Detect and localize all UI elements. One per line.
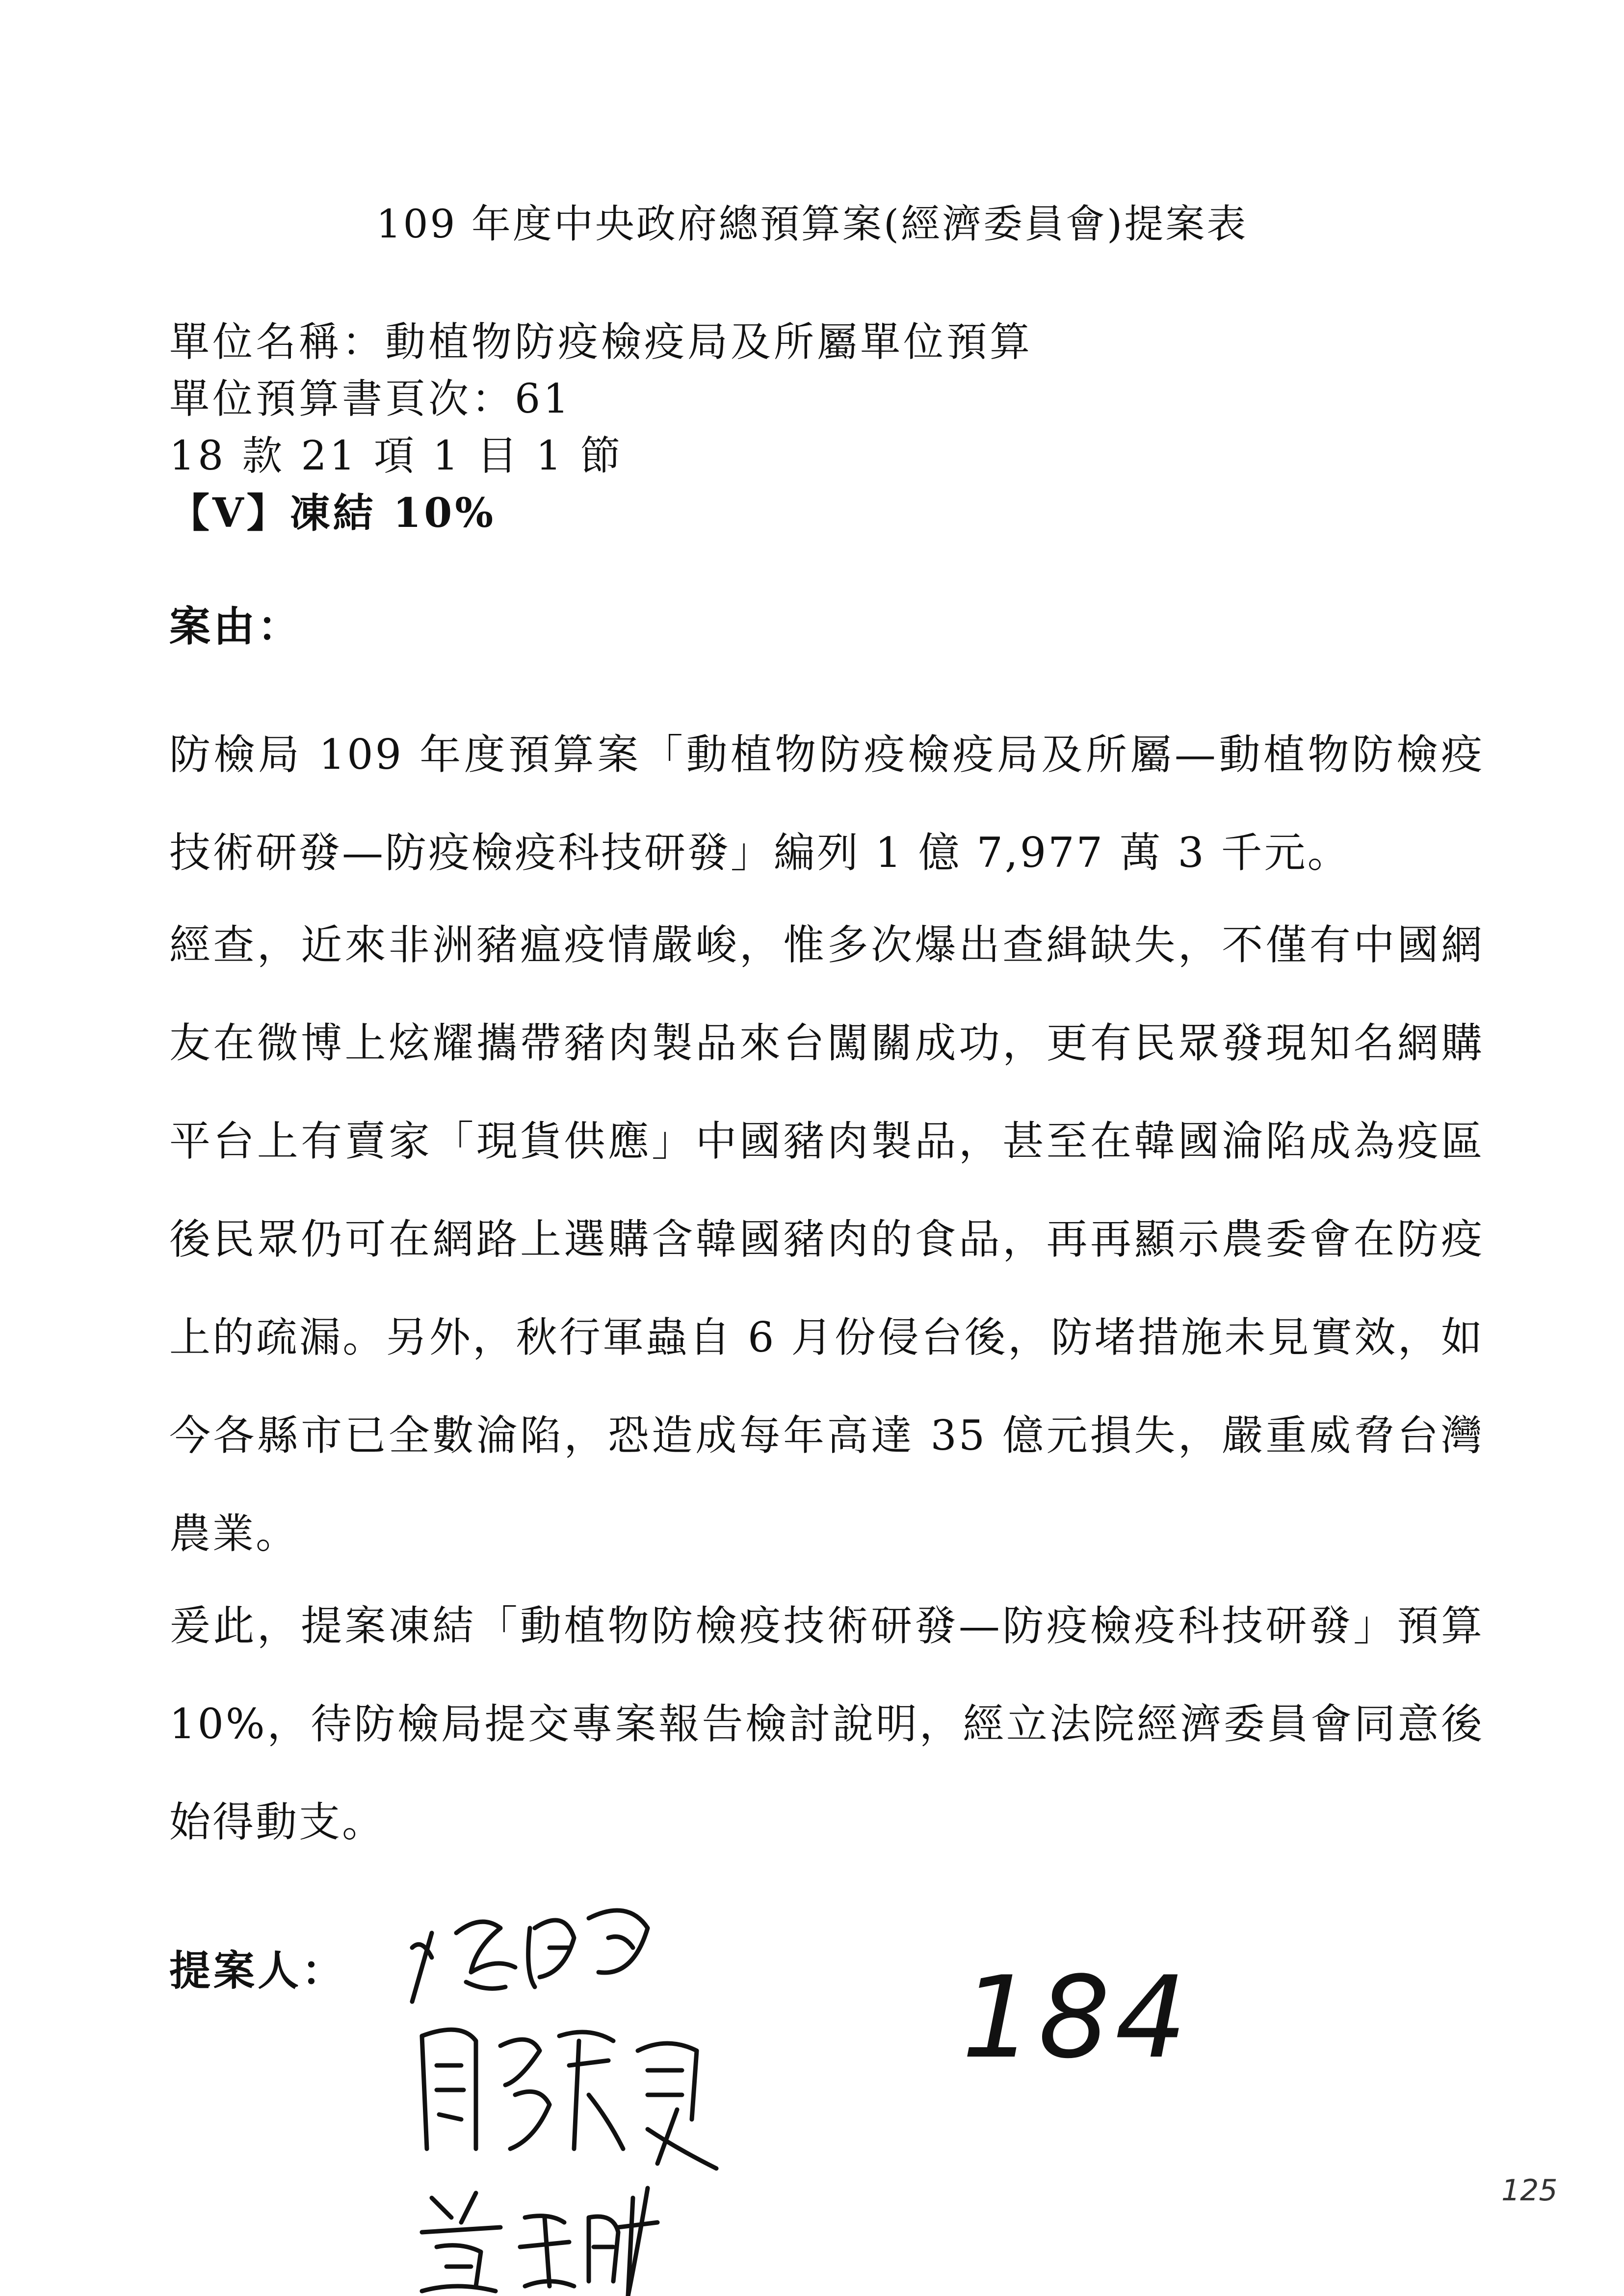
unit-name: 單位名稱：動植物防疫檢疫局及所屬單位預算 [169, 319, 1033, 365]
reason-paragraph-1: 防檢局 109 年度預算案「動植物防疫檢疫局及所屬—動植物防檢疫技術研發—防疫檢疫科技研發」編列 1 億 7,977 萬 3 千元。 [169, 731, 1484, 877]
handwritten-signatures [402, 1874, 844, 2296]
reason-body [169, 705, 1484, 1871]
freeze-action: 【V】凍結 10% [169, 490, 497, 537]
budget-page-number: 單位預算書頁次：61 [169, 376, 572, 422]
reason-heading: 案由： [169, 602, 302, 651]
page-number: 125 [1501, 2173, 1558, 2208]
document-title: 109 年度中央政府總預算案(經濟委員會)提案表 [376, 201, 1248, 247]
budget-meta-block [169, 314, 1494, 542]
proposer-label: 提案人： [169, 1946, 346, 1995]
reason-paragraph-2: 經查，近來非洲豬瘟疫情嚴峻，惟多次爆出查緝缺失，不僅有中國網友在微博上炫耀攜帶豬肉製品來台闖關成功，更有民眾發現知名網購平台上有賣家「現貨供應」中國豬肉製品，甚至在韓國淪陷成為疫區後民眾仍可在網路上選購含韓國豬肉的食品，再再顯示農委會在防疫上的疏漏。另外，秋行軍蟲自 6 月份侵台後，防堵措施未見實效，如今各縣市已全數淪陷，恐造成每年高達 35 億元損失，嚴重威脅台灣農業。 [169, 921, 1484, 1558]
handwritten-count-number: 184 [962, 1953, 1192, 2084]
reason-paragraph-3: 爰此，提案凍結「動植物防檢疫技術研發—防疫檢疫科技研發」預算 10%，待防檢局提交專案報告檢討說明，經立法院經濟委員會同意後始得動支。 [169, 1602, 1484, 1846]
budget-section: 18 款 21 項 1 目 1 節 [169, 433, 624, 479]
